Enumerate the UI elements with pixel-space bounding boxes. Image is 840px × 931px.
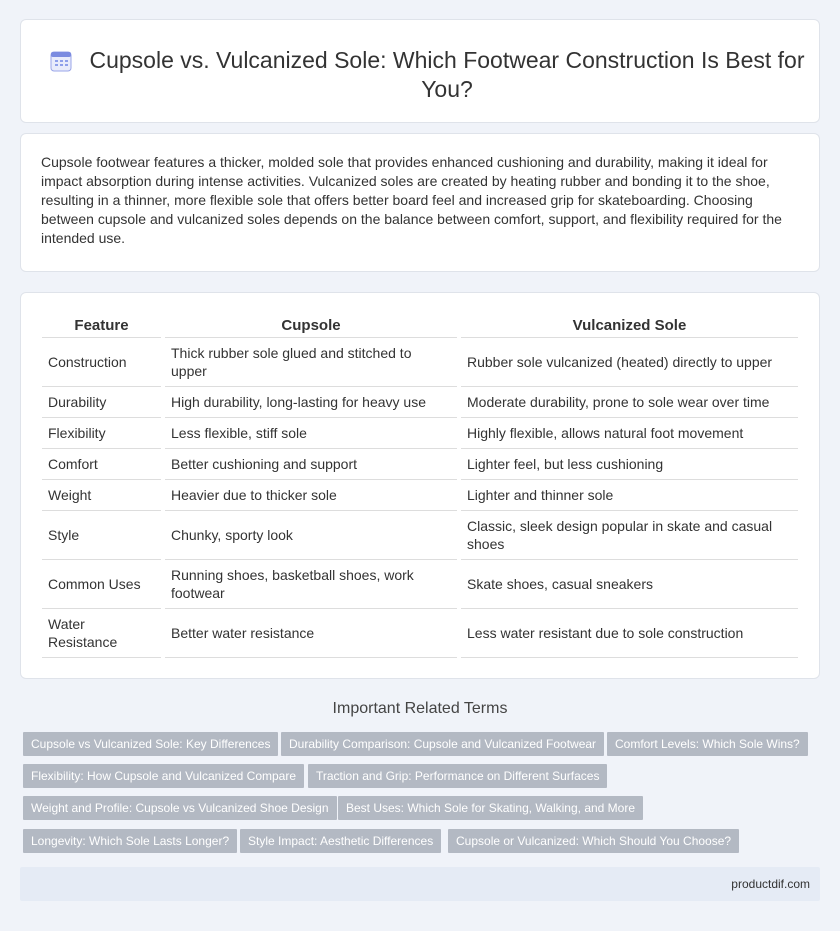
vulcanized-cell: Highly flexible, allows natural foot movement: [459, 417, 798, 448]
page-title: Cupsole vs. Vulcanized Sole: Which Footwear Construction Is Best for You?: [89, 47, 805, 102]
cupsole-cell: Heavier due to thicker sole: [163, 479, 459, 510]
related-tag[interactable]: Durability Comparison: Cupsole and Vulcanized Footwear: [281, 732, 604, 756]
cupsole-cell: Running shoes, basketball shoes, work footwear: [163, 559, 459, 608]
related-tag[interactable]: Cupsole vs Vulcanized Sole: Key Differences: [23, 732, 278, 756]
vulcanized-cell: Lighter and thinner sole: [459, 479, 798, 510]
table-header-row: [42, 315, 798, 337]
cupsole-cell: High durability, long-lasting for heavy use: [163, 386, 459, 417]
vulcanized-cell: Skate shoes, casual sneakers: [459, 559, 798, 608]
cupsole-cell: Thick rubber sole glued and stitched to upper: [163, 337, 459, 386]
comparison-table: [42, 315, 798, 658]
related-tag[interactable]: Comfort Levels: Which Sole Wins?: [607, 732, 808, 756]
feature-cell: Construction: [42, 337, 163, 386]
related-tag[interactable]: Best Uses: Which Sole for Skating, Walking, and More: [338, 796, 643, 820]
feature-cell: Comfort: [42, 448, 163, 479]
related-tag[interactable]: Longevity: Which Sole Lasts Longer?: [23, 829, 237, 853]
table-row: [42, 386, 798, 417]
header-vulcanized: Vulcanized Sole: [459, 315, 798, 337]
header-cupsole: Cupsole: [163, 315, 459, 337]
cupsole-cell: Better cushioning and support: [163, 448, 459, 479]
feature-cell: Durability: [42, 386, 163, 417]
vulcanized-cell: Rubber sole vulcanized (heated) directly to upper: [459, 337, 798, 386]
table-row: [42, 448, 798, 479]
vulcanized-cell: Classic, sleek design popular in skate and casual shoes: [459, 510, 798, 559]
feature-cell: Water Resistance: [42, 608, 163, 657]
table-row: [42, 510, 798, 559]
table-row: [42, 337, 798, 386]
intro-text: Cupsole footwear features a thicker, molded sole that provides enhanced cushioning and durability, making it ideal for impact absorption during intense activities. Vulcanized soles are created by heating rubber and bonding it to the shoe, resulting in a thinner, more flexible sole that offers better board feel and increased grip for skateboarding. Choosing between cupsole and vulcanized soles depends on the balance between comfort, support, and flexibility required for the intended use.: [41, 154, 782, 246]
comparison-card: [20, 292, 820, 679]
site-name[interactable]: productdif.com: [731, 877, 810, 891]
cupsole-cell: Less flexible, stiff sole: [163, 417, 459, 448]
table-row: [42, 479, 798, 510]
cupsole-cell: Better water resistance: [163, 608, 459, 657]
vulcanized-cell: Moderate durability, prone to sole wear over time: [459, 386, 798, 417]
intro-card: [20, 133, 820, 272]
feature-cell: Weight: [42, 479, 163, 510]
vulcanized-cell: Lighter feel, but less cushioning: [459, 448, 798, 479]
table-row: [42, 559, 798, 608]
related-tag[interactable]: Flexibility: How Cupsole and Vulcanized Compare: [23, 764, 304, 788]
calendar-icon: [50, 50, 72, 72]
vulcanized-cell: Less water resistant due to sole construction: [459, 608, 798, 657]
footer: [20, 867, 820, 901]
related-tag[interactable]: Style Impact: Aesthetic Differences: [240, 829, 441, 853]
related-terms-title: Important Related Terms: [332, 700, 508, 717]
header-feature: Feature: [42, 315, 163, 337]
related-tag[interactable]: Weight and Profile: Cupsole vs Vulcanized Shoe Design: [23, 796, 337, 820]
feature-cell: Style: [42, 510, 163, 559]
related-tag[interactable]: Cupsole or Vulcanized: Which Should You Choose?: [448, 829, 739, 853]
header-card: [20, 19, 820, 123]
feature-cell: Flexibility: [42, 417, 163, 448]
table-row: [42, 417, 798, 448]
related-tag[interactable]: Traction and Grip: Performance on Different Surfaces: [308, 764, 607, 788]
cupsole-cell: Chunky, sporty look: [163, 510, 459, 559]
feature-cell: Common Uses: [42, 559, 163, 608]
table-row: [42, 608, 798, 657]
